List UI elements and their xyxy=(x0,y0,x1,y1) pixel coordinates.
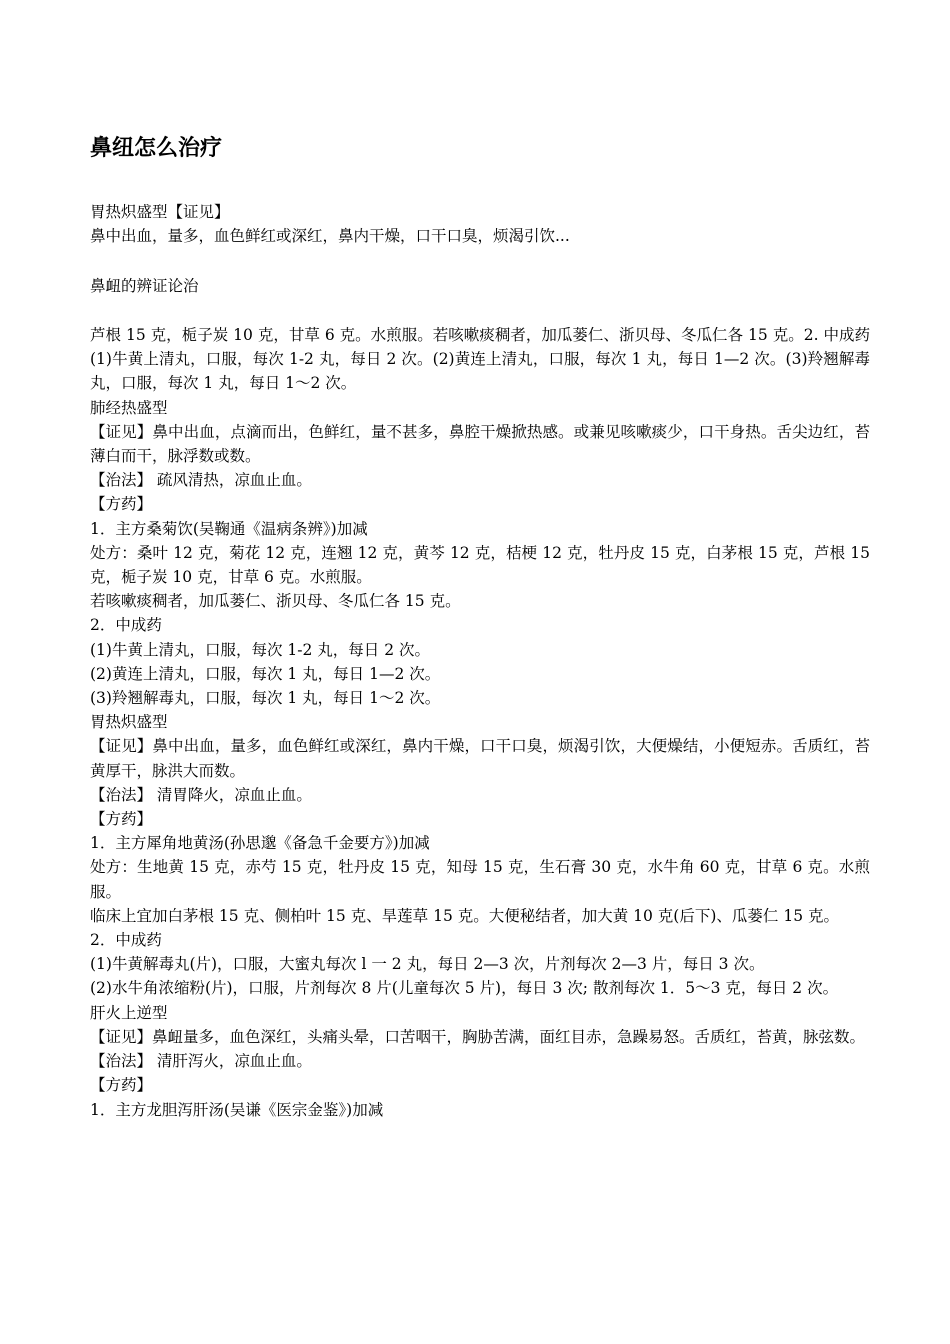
intro-heading: 胃热炽盛型【证见】 xyxy=(90,203,230,221)
body-paragraph: 若咳嗽痰稠者，加瓜蒌仁、浙贝母、冬瓜仁各 15 克。 xyxy=(90,592,461,611)
body-paragraph: 1．主方桑菊饮(吴鞠通《温病条辨》)加减 xyxy=(90,519,368,538)
body-paragraph: 【方药】 xyxy=(90,810,153,829)
body-paragraph: 临床上宜加白茅根 15 克、侧柏叶 15 克、旱莲草 15 克。大便秘结者，加大黄 10 克(后下)、瓜蒌仁 15 克。 xyxy=(90,906,839,925)
intro-block xyxy=(90,200,870,248)
body-paragraph: 【证见】鼻衄量多，血色深红，头痛头晕，口苦咽干，胸胁苦满，面红目赤，急躁易怒。舌质红，苔黄，脉弦数。 xyxy=(90,1027,866,1046)
body-paragraph: (2)黄连上清丸，口服，每次 1 丸，每日 1—2 次。 xyxy=(90,664,441,683)
body-paragraph: 胃热炽盛型 xyxy=(90,713,168,732)
body-paragraph: 肺经热盛型 xyxy=(90,398,168,417)
body-paragraph: 1．主方龙胆泻肝汤(吴谦《医宗金鉴》)加减 xyxy=(90,1100,384,1119)
body-paragraph: (1)牛黄上清丸，口服，每次 1-2 丸，每日 2 次。 xyxy=(90,640,430,659)
body-paragraph: 处方：桑叶 12 克，菊花 12 克，连翘 12 克，黄芩 12 克，桔梗 12 克，牡丹皮 15 克，白茅根 15 克，芦根 15 克，栀子炭 10 克，甘草 6 克。水煎服。 xyxy=(90,543,870,587)
body-paragraph: 【方药】 xyxy=(90,495,153,514)
section-subheading: 鼻衄的辨证论治 xyxy=(90,277,199,295)
body-paragraph: 2．中成药 xyxy=(90,931,162,950)
body-paragraph: (3)羚翘解毒丸，口服，每次 1 丸，每日 1～2 次。 xyxy=(90,689,441,708)
body-paragraph: 【方药】 xyxy=(90,1076,153,1095)
body-paragraph: (2)水牛角浓缩粉(片)，口服，片剂每次 8 片(儿童每次 5 片)，每日 3 次; 散剂每次 1．5～3 克，每日 2 次。 xyxy=(90,979,839,998)
document-body xyxy=(90,323,870,1122)
body-paragraph: 肝火上逆型 xyxy=(90,1003,168,1022)
body-paragraph: 【治法】 清肝泻火，凉血止血。 xyxy=(90,1052,312,1071)
body-paragraph: 【证见】鼻中出血，量多，血色鲜红或深红，鼻内干燥，口干口臭，烦渴引饮，大便燥结，小便短赤。舌质红，苔黄厚干，脉洪大而数。 xyxy=(90,737,870,780)
body-paragraph: (1)牛黄解毒丸(片)，口服，大蜜丸每次 l 一 2 丸，每日 2—3 次，片剂每次 2—3 片，每日 3 次。 xyxy=(90,955,765,974)
body-paragraph: 芦根 15 克，栀子炭 10 克，甘草 6 克。水煎服。若咳嗽痰稠者，加瓜蒌仁、浙贝母、冬瓜仁各 15 克。2. 中成药(1)牛黄上清丸，口服，每次 1-2 丸，每日 2 次。(2)黄连上清丸，口服，每次 1 丸，每日 1—2 次。(3)羚翘解毒丸，口服，每次 1 丸，每日 1～2 次。 xyxy=(90,326,870,393)
document-title: 鼻纽怎么治疗 xyxy=(90,136,223,161)
body-paragraph: 【治法】 清胃降火，凉血止血。 xyxy=(90,785,312,804)
body-paragraph: 【证见】鼻中出血，点滴而出，色鲜红，量不甚多，鼻腔干燥掀热感。或兼见咳嗽痰少，口干身热。舌尖边红，苔薄白而干，脉浮数或数。 xyxy=(90,422,870,466)
body-paragraph: 【治法】 疏风清热，凉血止血。 xyxy=(90,471,312,490)
body-paragraph: 处方：生地黄 15 克，赤芍 15 克，牡丹皮 15 克，知母 15 克，生石膏 30 克，水牛角 60 克，甘草 6 克。水煎服。 xyxy=(90,858,870,901)
body-paragraph: 1．主方犀角地黄汤(孙思邈《备急千金要方》)加减 xyxy=(90,834,430,853)
body-paragraph: 2．中成药 xyxy=(90,616,162,635)
intro-text: 鼻中出血，量多，血色鲜红或深红，鼻内干燥，口干口臭，烦渴引饮... xyxy=(90,227,570,245)
